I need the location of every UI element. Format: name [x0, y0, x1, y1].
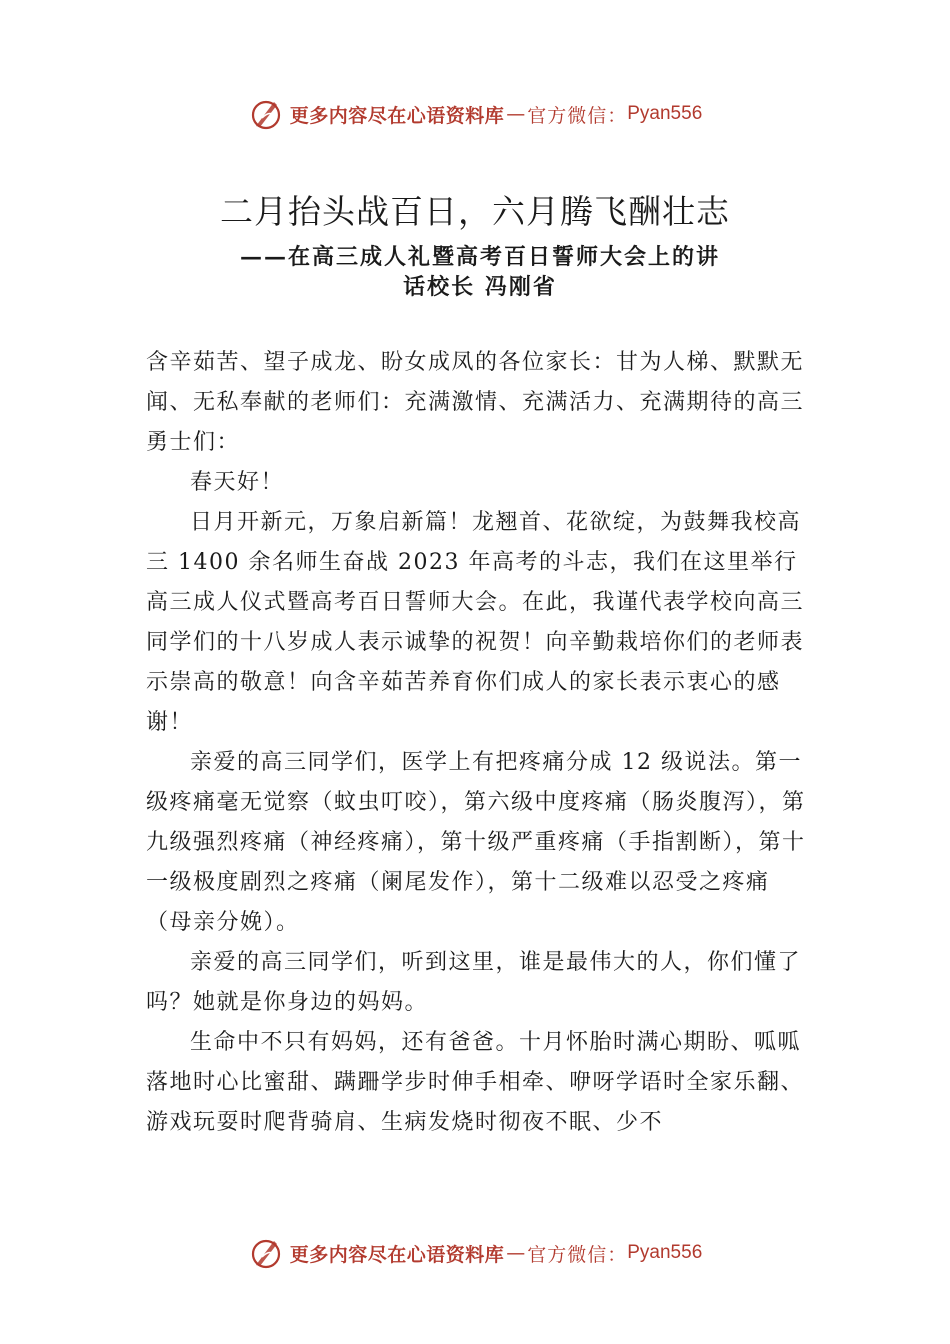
paragraph: 日月开新元，万象启新篇！龙翘首、花欲绽，为鼓舞我校高三 1400 余名师生奋战 2023 年高考的斗志，我们在这里举行高三成人仪式暨高考百日誓师大会。在此，我谨代表学校向高三同学们的十八岁成人表示诚挚的祝贺！向辛勤栽培你们的老师表示崇高的敬意！向含辛茹苦养育你们成人的家长表示衷心的感谢！ — [146, 510, 805, 735]
footer-watermark — [0, 1233, 950, 1273]
subtitle-line-2: 话校长 冯刚省 — [403, 274, 557, 300]
watermark-separator: — — [506, 1242, 526, 1264]
paragraph-greeting: 春天好！ — [190, 470, 285, 495]
watermark-separator: — — [506, 103, 526, 125]
quill-circle-icon — [248, 96, 284, 132]
paragraph: 亲爱的高三同学们，听到这里，谁是最伟大的人，你们懂了吗？她就是你身边的妈妈。 — [146, 950, 802, 1015]
paragraph-salutation: 含辛茹苦、望子成龙、盼女成凤的各位家长：甘为人梯、默默无闻、无私奉献的老师们：充满激情、充满活力、充满期待的高三勇士们： — [146, 350, 805, 455]
watermark-label: 官方微信： — [527, 1243, 628, 1266]
page-subtitle — [210, 242, 750, 302]
watermark-label: 官方微信： — [527, 104, 628, 127]
watermark-wechat-id: Pyan556 — [627, 1242, 703, 1263]
subtitle-line-1: ——在高三成人礼暨高考百日誓师大会上的讲 — [239, 244, 720, 270]
watermark-wechat-id: Pyan556 — [627, 103, 703, 124]
paragraph: 亲爱的高三同学们，医学上有把疼痛分成 12 级说法。第一级疼痛毫无觉察（蚊虫叮咬），第六级中度疼痛（肠炎腹泻），第九级强烈疼痛（神经疼痛），第十级严重疼痛（手指割断），第十一级极度剧烈之疼痛（阑尾发作），第十二级难以忍受之疼痛（母亲分娩）。 — [146, 750, 806, 935]
speech-body — [146, 343, 814, 1143]
quill-circle-icon — [248, 1235, 284, 1271]
header-watermark — [0, 94, 950, 134]
paragraph: 生命中不只有妈妈，还有爸爸。十月怀胎时满心期盼、呱呱落地时心比蜜甜、蹒跚学步时伸手相牵、咿呀学语时全家乐翻、游戏玩耍时爬背骑肩、生病发烧时彻夜不眠、少不 — [146, 1030, 805, 1135]
watermark-main-text: 更多内容尽在心语资料库 — [289, 1243, 505, 1266]
watermark-main-text: 更多内容尽在心语资料库 — [289, 104, 505, 127]
page-title: 二月抬头战百日，六月腾飞酬壮志 — [220, 192, 730, 231]
